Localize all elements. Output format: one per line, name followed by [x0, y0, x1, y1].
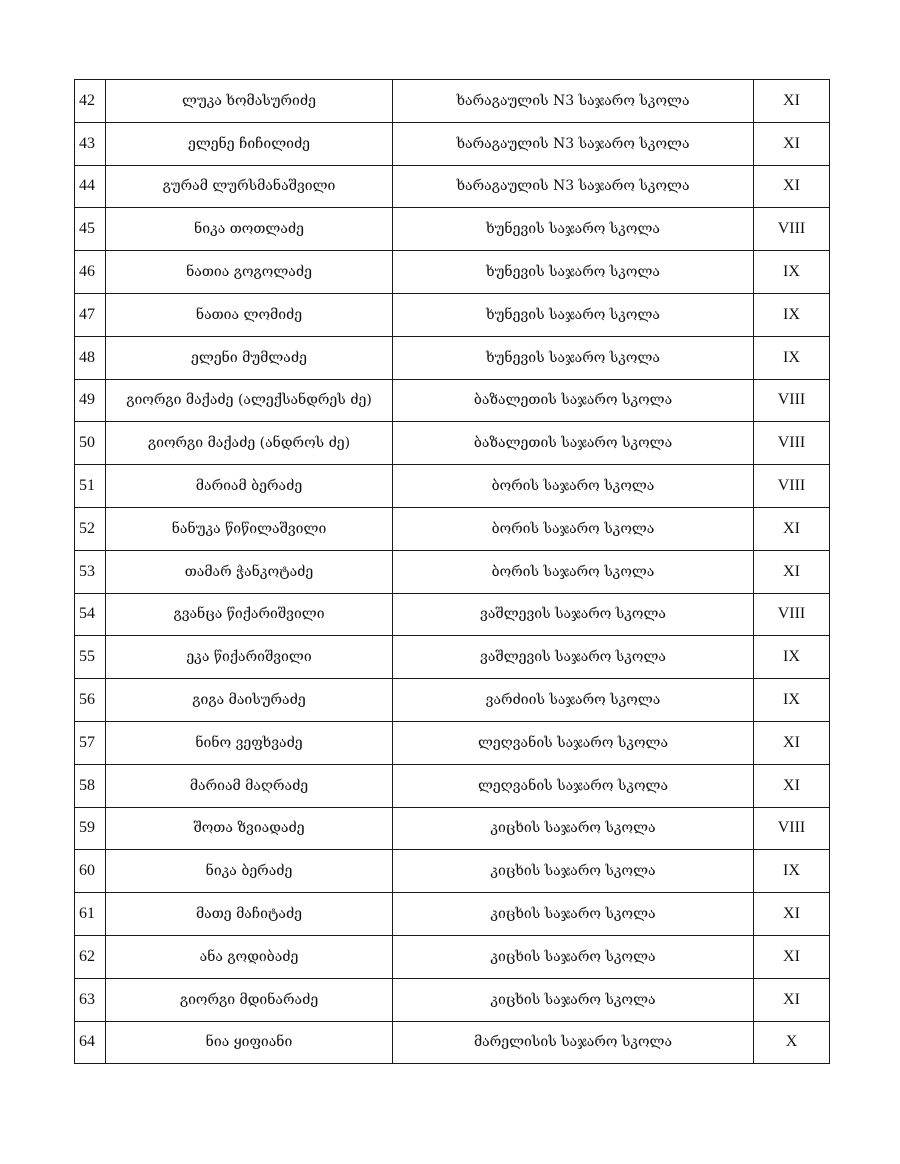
- table-row: [75, 251, 830, 294]
- grade: VIII: [754, 593, 830, 636]
- grade: XI: [754, 122, 830, 165]
- student-name: ნანუკა წიწილაშვილი: [106, 507, 393, 550]
- row-number: 44: [75, 165, 106, 208]
- grade: XI: [754, 978, 830, 1021]
- grade: VIII: [754, 465, 830, 508]
- student-name: ნათია გოგოლაძე: [106, 251, 393, 294]
- grade: XI: [754, 80, 830, 123]
- grade: IX: [754, 293, 830, 336]
- grade: IX: [754, 636, 830, 679]
- grade: XI: [754, 721, 830, 764]
- school-name: ვაშლევის საჯარო სკოლა: [393, 593, 754, 636]
- student-name: გურამ ლურსმანაშვილი: [106, 165, 393, 208]
- row-number: 55: [75, 636, 106, 679]
- table-row: [75, 978, 830, 1021]
- row-number: 52: [75, 507, 106, 550]
- student-name: ეკა წიქარიშვილი: [106, 636, 393, 679]
- student-name: გიორგი მდინარაძე: [106, 978, 393, 1021]
- table-row: [75, 593, 830, 636]
- student-name: ანა გოდიბაძე: [106, 935, 393, 978]
- row-number: 51: [75, 465, 106, 508]
- school-name: კიცხის საჯარო სკოლა: [393, 850, 754, 893]
- grade: VIII: [754, 208, 830, 251]
- student-name: ნიკა ბერაძე: [106, 850, 393, 893]
- grade: XI: [754, 550, 830, 593]
- row-number: 62: [75, 935, 106, 978]
- student-name: ლუკა ხომასურიძე: [106, 80, 393, 123]
- student-name: გიორგი მაქაძე (ალექსანდრეს ძე): [106, 379, 393, 422]
- school-name: ვაშლევის საჯარო სკოლა: [393, 636, 754, 679]
- row-number: 54: [75, 593, 106, 636]
- table-row: [75, 80, 830, 123]
- student-name: მარიამ ბერაძე: [106, 465, 393, 508]
- row-number: 59: [75, 807, 106, 850]
- row-number: 64: [75, 1021, 106, 1064]
- student-name: თამარ ჭანკოტაძე: [106, 550, 393, 593]
- table-row: [75, 721, 830, 764]
- table-row: [75, 764, 830, 807]
- school-name: კიცხის საჯარო სკოლა: [393, 893, 754, 936]
- table-row: [75, 165, 830, 208]
- table-row: [75, 1021, 830, 1064]
- table-row: [75, 636, 830, 679]
- grade: XI: [754, 507, 830, 550]
- student-name: მათე მაჩიტაძე: [106, 893, 393, 936]
- row-number: 53: [75, 550, 106, 593]
- student-name: მარიამ მაღრაძე: [106, 764, 393, 807]
- school-name: კიცხის საჯარო სკოლა: [393, 807, 754, 850]
- grade: XI: [754, 935, 830, 978]
- row-number: 57: [75, 721, 106, 764]
- student-name: შოთა ზვიადაძე: [106, 807, 393, 850]
- student-name: ნათია ლომიძე: [106, 293, 393, 336]
- table-row: [75, 550, 830, 593]
- row-number: 61: [75, 893, 106, 936]
- table-row: [75, 465, 830, 508]
- row-number: 49: [75, 379, 106, 422]
- student-name: გიორგი მაქაძე (ანდროს ძე): [106, 422, 393, 465]
- school-name: ხუნევის საჯარო სკოლა: [393, 251, 754, 294]
- student-name: გიგა მაისურაძე: [106, 679, 393, 722]
- row-number: 47: [75, 293, 106, 336]
- grade: X: [754, 1021, 830, 1064]
- table-row: [75, 807, 830, 850]
- row-number: 42: [75, 80, 106, 123]
- school-name: ბორის საჯარო სკოლა: [393, 507, 754, 550]
- grade: IX: [754, 336, 830, 379]
- school-name: ხუნევის საჯარო სკოლა: [393, 336, 754, 379]
- table-row: [75, 293, 830, 336]
- grade: VIII: [754, 379, 830, 422]
- row-number: 50: [75, 422, 106, 465]
- student-list-body: [75, 80, 830, 1064]
- table-row: [75, 336, 830, 379]
- table-row: [75, 893, 830, 936]
- grade: VIII: [754, 807, 830, 850]
- grade: VIII: [754, 422, 830, 465]
- student-name: ნია ყიფიანი: [106, 1021, 393, 1064]
- row-number: 56: [75, 679, 106, 722]
- school-name: კიცხის საჯარო სკოლა: [393, 978, 754, 1021]
- school-name: ხუნევის საჯარო სკოლა: [393, 208, 754, 251]
- row-number: 63: [75, 978, 106, 1021]
- table-row: [75, 850, 830, 893]
- row-number: 43: [75, 122, 106, 165]
- grade: XI: [754, 893, 830, 936]
- student-name: ელენე ჩიჩილიძე: [106, 122, 393, 165]
- student-name: ნიკა თოთლაძე: [106, 208, 393, 251]
- grade: XI: [754, 165, 830, 208]
- table-row: [75, 507, 830, 550]
- school-name: ლეღვანის საჯარო სკოლა: [393, 764, 754, 807]
- row-number: 46: [75, 251, 106, 294]
- school-name: ხარაგაულის N3 საჯარო სკოლა: [393, 165, 754, 208]
- grade: IX: [754, 251, 830, 294]
- school-name: ბორის საჯარო სკოლა: [393, 550, 754, 593]
- school-name: მარელისის საჯარო სკოლა: [393, 1021, 754, 1064]
- row-number: 48: [75, 336, 106, 379]
- table-row: [75, 379, 830, 422]
- row-number: 45: [75, 208, 106, 251]
- student-name: ელენი მუმლაძე: [106, 336, 393, 379]
- student-name: გვანცა წიქარიშვილი: [106, 593, 393, 636]
- school-name: ვარძიის საჯარო სკოლა: [393, 679, 754, 722]
- student-list-table: [74, 79, 830, 1064]
- school-name: ბაზალეთის საჯარო სკოლა: [393, 422, 754, 465]
- school-name: ბაზალეთის საჯარო სკოლა: [393, 379, 754, 422]
- table-row: [75, 208, 830, 251]
- school-name: ხუნევის საჯარო სკოლა: [393, 293, 754, 336]
- school-name: ბორის საჯარო სკოლა: [393, 465, 754, 508]
- school-name: ხარაგაულის N3 საჯარო სკოლა: [393, 122, 754, 165]
- grade: XI: [754, 764, 830, 807]
- table-row: [75, 935, 830, 978]
- grade: IX: [754, 679, 830, 722]
- table-row: [75, 679, 830, 722]
- school-name: ლეღვანის საჯარო სკოლა: [393, 721, 754, 764]
- grade: IX: [754, 850, 830, 893]
- row-number: 58: [75, 764, 106, 807]
- table-row: [75, 422, 830, 465]
- table-row: [75, 122, 830, 165]
- school-name: ხარაგაულის N3 საჯარო სკოლა: [393, 80, 754, 123]
- student-name: ნინო ვეფხვაძე: [106, 721, 393, 764]
- school-name: კიცხის საჯარო სკოლა: [393, 935, 754, 978]
- row-number: 60: [75, 850, 106, 893]
